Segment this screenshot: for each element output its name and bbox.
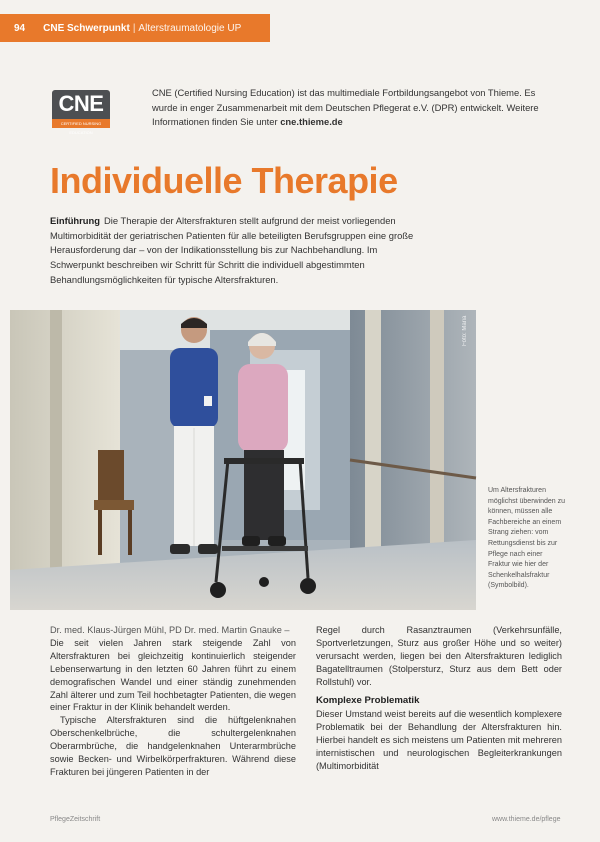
cne-link[interactable]: cne.thieme.de: [280, 116, 343, 127]
body-paragraph-1: Die seit vielen Jahren stark steigende Zahl von Altersfrakturen bei gleichzeitig kontinuierlich steigender Lebenserwartung in den letzten 60 Jahren führt zu einem demografischen Wandel und einer ständig zunehmenden Zahl älterer und zum Teil hochbetagter Patienten, die wegen einer Fraktur in der Klinik behandelt werden.: [50, 637, 296, 713]
article-intro: [50, 214, 434, 288]
article-title: Individuelle Therapie: [50, 160, 398, 201]
cne-logo: [52, 90, 110, 135]
header-separator: |: [132, 22, 136, 34]
body-column-left: [50, 624, 296, 779]
cne-intro-text: CNE (Certified Nursing Education) ist das multimediale Fortbildungsangebot von Thieme. Es wurde in enger Zusammenarbeit mit dem Deutschen Pflegerat e.V. (DPR) entwickelt. Weitere Informationen finden Sie unter: [152, 87, 539, 127]
section-subtitle: Alterstraumatologie UP: [138, 22, 242, 34]
cne-logo-text: CNE: [58, 91, 104, 116]
intro-text: Die Therapie der Altersfrakturen stellt aufgrund der meist vorliegenden Multimorbidität der geriatrischen Patienten für alle beteiligten Berufsgruppen eine große Herausforderung dar – von der Indikationsstellung bis zur Nachbehandlung. Im Schwerpunkt beschreiben wir Schritt für Schritt die individuell abgestimmten Behandlungsmöglichkeiten für typische Altersfrakturen.: [50, 215, 414, 285]
body-column-right: [316, 624, 562, 773]
page-header: [0, 14, 270, 42]
cne-logo-strip: CERTIFIED NURSING EDUCATION: [52, 119, 110, 128]
section-label: CNE Schwerpunkt: [43, 22, 130, 34]
photo-credit: Foto: Maria: [462, 315, 468, 346]
article-photo: [10, 310, 476, 610]
intro-lead: Einführung: [50, 215, 100, 226]
cne-intro: [152, 86, 562, 130]
hallway-scene: [10, 310, 476, 610]
body-paragraph-4: Dieser Umstand weist bereits auf die wesentlich komplexere Problematik bei der Behandlung der Altersfrakturen hin. Hierbei handelt es sich meistens um Patienten mit mehreren internistischen und neurologischen Begleiterkrankungen (Multimorbidität: [316, 709, 562, 772]
photo-caption: Um Altersfrakturen möglichst überwinden zu können, müssen alle Fachbereiche an einem Strang ziehen: vom Rettungsdienst bis zur Pflege nach einer Fraktur wie hier der Schenkelhalsfraktur (Symbolbild).: [488, 487, 566, 590]
footer-url[interactable]: www.thieme.de/pflege: [492, 816, 561, 823]
page-number: 94: [14, 22, 26, 34]
section-heading: Komplexe Problematik: [316, 694, 420, 706]
footer-journal: PflegeZeitschrift: [50, 816, 101, 823]
body-paragraph-2: Typische Altersfrakturen sind die hüftgelenknahen Oberschenkelbrüche, die schultergelenknahen Oberarmbrüche, die handgelenknahen Unterarmbrüche sowie Becken- und Wirbelkörperfrakturen. Während diese Frakturen bei jüngeren Patienten in der: [50, 715, 296, 777]
body-paragraph-3: Regel durch Rasanztraumen (Verkehrsunfälle, Sportverletzungen, Sturz aus großer Höhe und so weiter) verursacht werden, liegen bei den Altersfrakturen lediglich Bagatelltraumen (Stolpersturz, Sturz aus dem Bett oder Rollstuhl) vor.: [316, 625, 562, 687]
article-authors: Dr. med. Klaus-Jürgen Mühl, PD Dr. med. Martin Gnauke –: [50, 625, 290, 635]
